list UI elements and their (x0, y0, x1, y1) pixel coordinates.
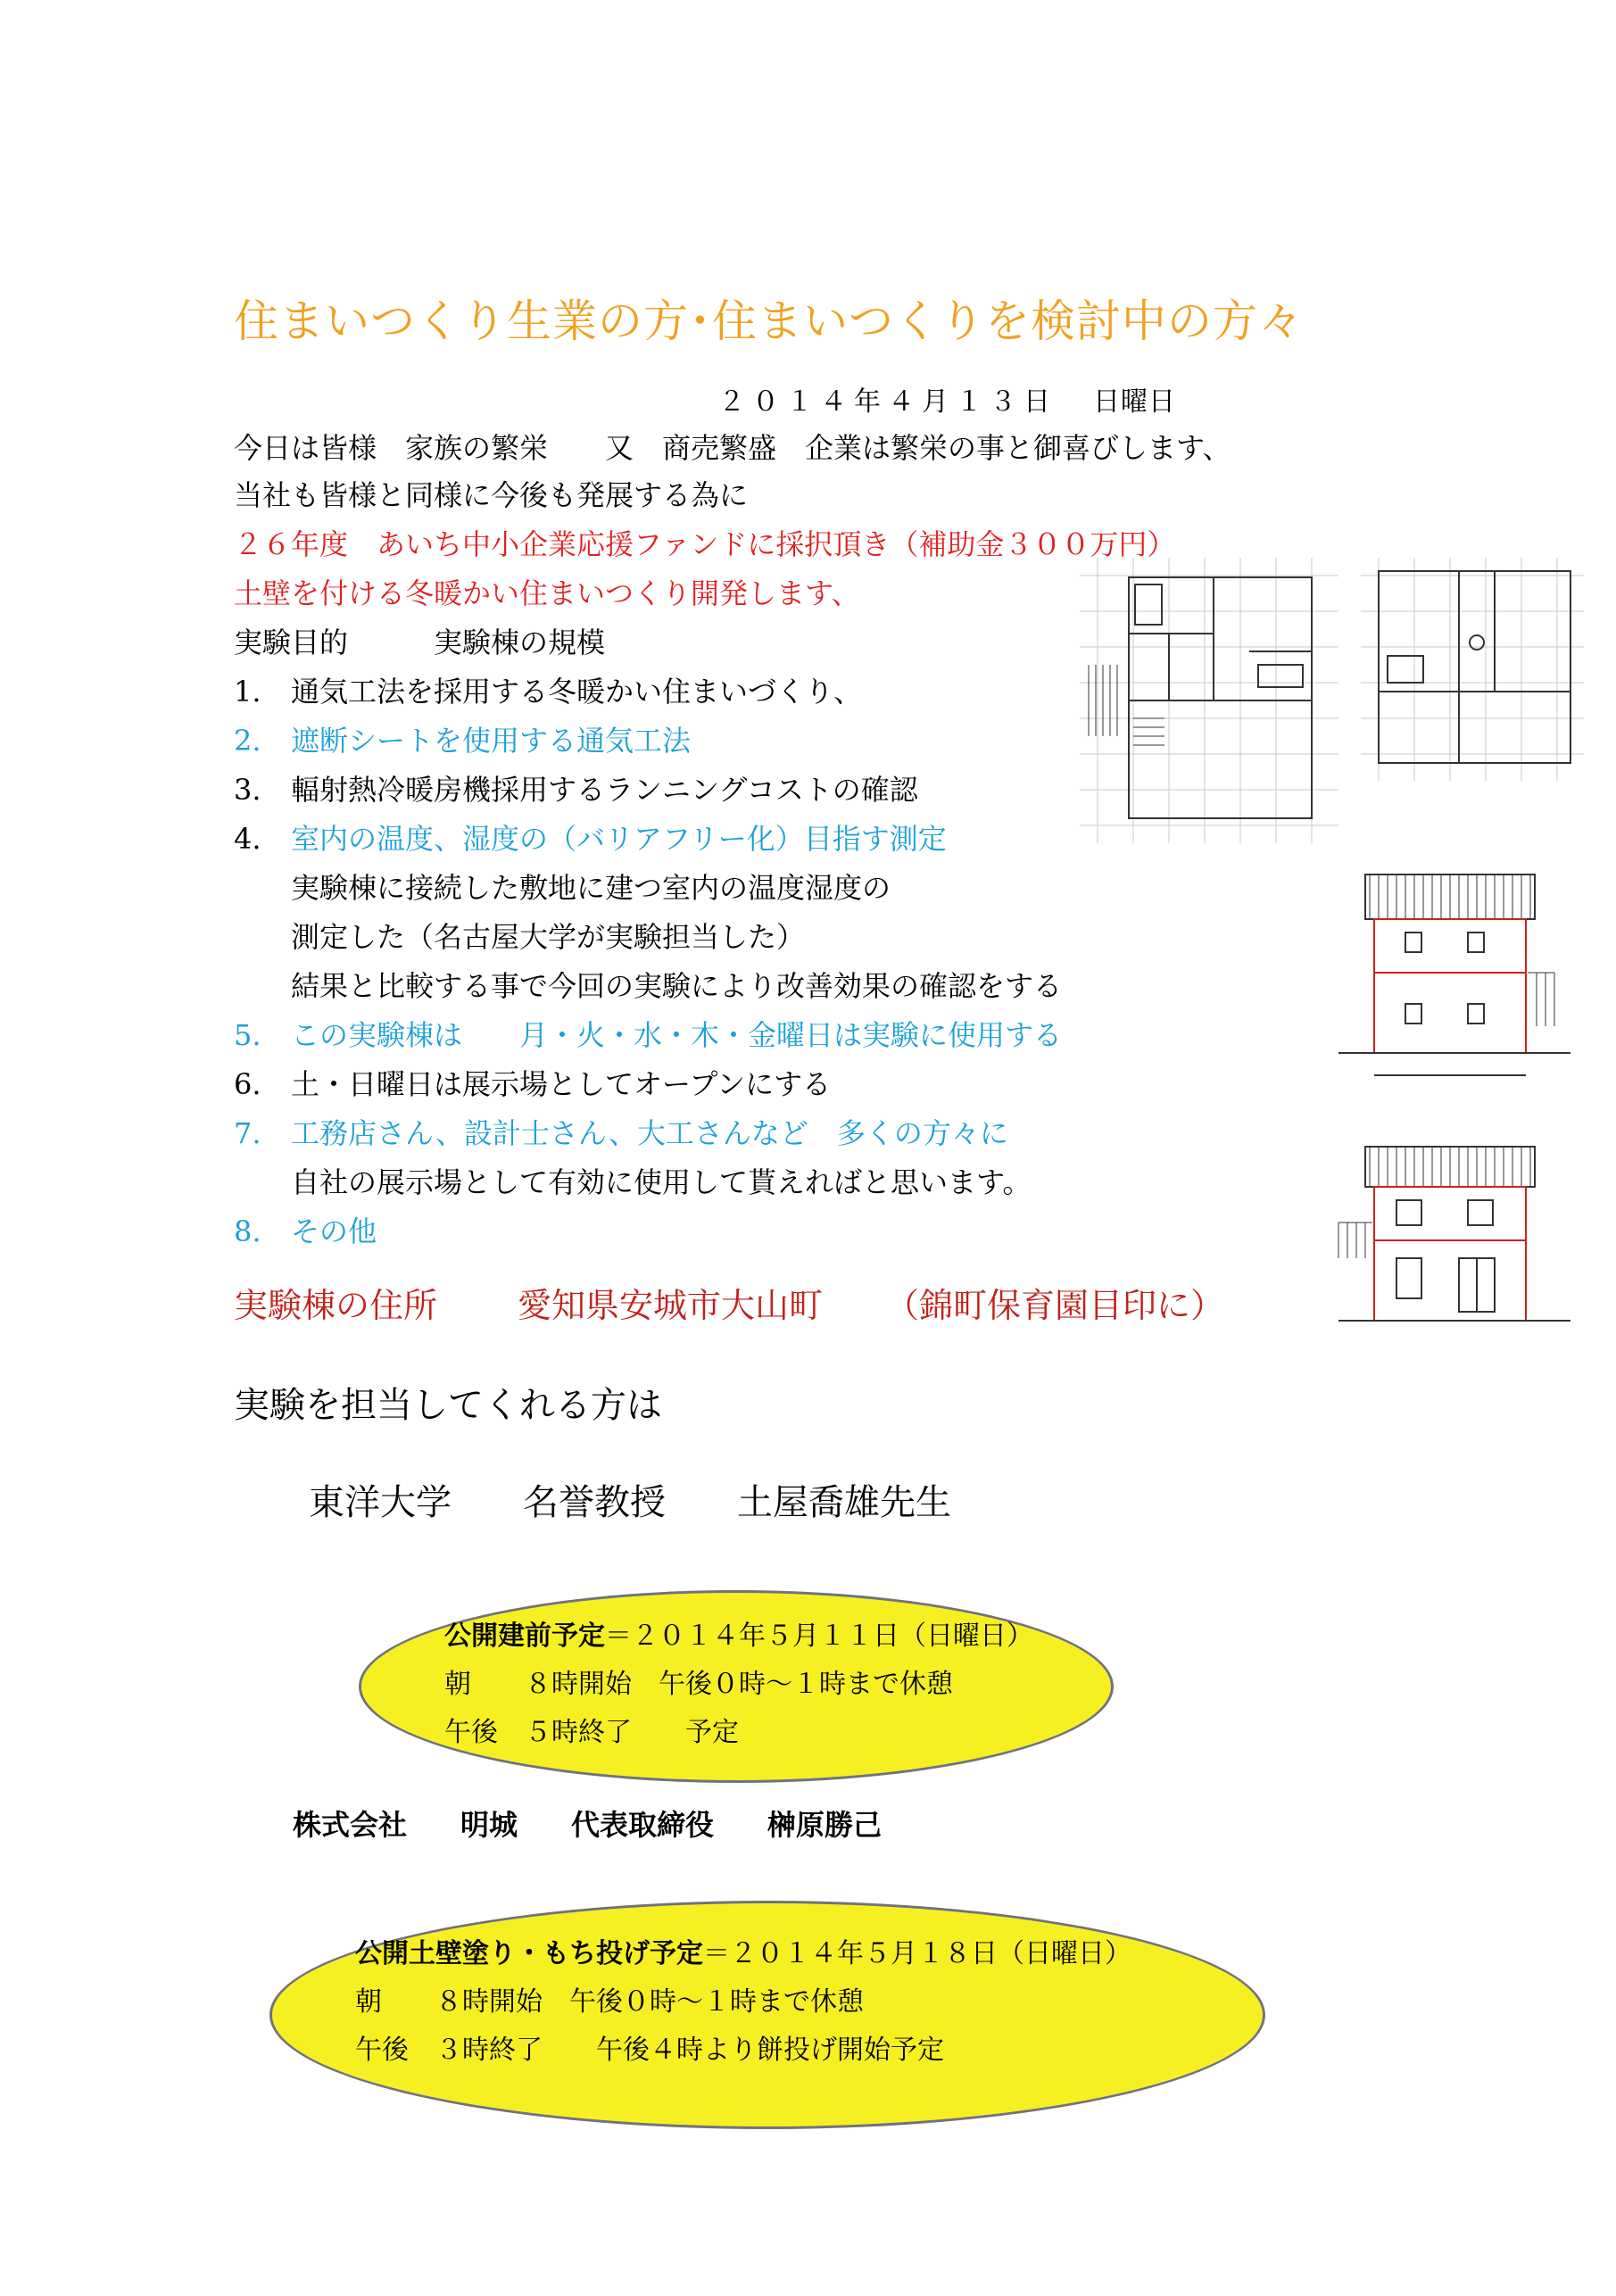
list-item-3: 3. 輻射熱冷暖房機採用するランニングコストの確認 (234, 773, 918, 807)
event2-line-2: 朝 ８時開始 午後０時～１時まで休憩 (355, 1986, 864, 2018)
item4-continuation-2: 測定した（名古屋大学が実験担当した） (291, 920, 806, 954)
event1-line-1: 公開建前予定＝２０１４年５月１１日（日曜日） (444, 1620, 1033, 1652)
list-item-7: 7. 工務店さん、設計士さん、大工さんなど 多くの方々に (234, 1116, 1008, 1150)
responsible-label: 実験を担当してくれる方は (234, 1385, 662, 1426)
intro-line-2: 当社も皆様と同様に今後も発展する為に (234, 478, 749, 512)
professor-university: 東洋大学 (309, 1482, 452, 1523)
professor-line (309, 1474, 1023, 1525)
list-item-6: 6. 土・日曜日は展示場としてオープンにする (234, 1067, 832, 1101)
professor-title: 名誉教授 (523, 1482, 666, 1523)
document-date (718, 379, 1176, 419)
intro-line-1: 今日は皆様 家族の繁栄 又 商売繁盛 企業は繁栄の事と御喜びします、 (234, 431, 1231, 465)
event2-line-3: 午後 ３時終了 午後４時より餅投げ開始予定 (355, 2035, 944, 2066)
event2-line-1: 公開土壁塗り・もち投げ予定＝２０１４年５月１８日（日曜日） (355, 1938, 1131, 1969)
list-item-5: 5. この実験棟は 月・火・水・木・金曜日は実験に使用する (234, 1018, 1063, 1052)
date-main: ２０１４年４月１３日 (718, 386, 1057, 418)
company-signature: 株式会社 明城 代表取締役 榊原勝己 (293, 1808, 883, 1842)
item4-continuation-3: 結果と比較する事で今回の実験により改善効果の確認をする (291, 969, 1063, 1003)
intro-line-4: 土壁を付ける冬暖かい住まいつくり開発します、 (234, 576, 860, 610)
list-item-8: 8. その他 (234, 1214, 377, 1248)
event1-heading: 公開建前予定 (444, 1620, 605, 1652)
event1-line-3: 午後 ５時終了 予定 (444, 1717, 739, 1748)
floor-plan-1f-drawing (1080, 558, 1338, 843)
date-weekday: 日曜日 (1093, 386, 1176, 418)
list-item-1: 1. 通気工法を採用する冬暖かい住まいづくり、 (234, 675, 863, 709)
event2-heading: 公開土壁塗り・もち投げ予定 (355, 1938, 703, 1969)
list-item-4: 4. 室内の温度、湿度の（バリアフリー化）目指す測定 (234, 822, 947, 856)
event1-line-2: 朝 ８時開始 午後０時～１時まで休憩 (444, 1669, 953, 1700)
item7-continuation: 自社の展示場として有効に使用して貰えればと思います。 (291, 1165, 1032, 1199)
elevation-drawing-2 (1321, 1115, 1588, 1356)
page-title: 住まいつくり生業の方･住まいつくりを検討中の方々 (234, 295, 1304, 347)
test-building-address: 実験棟の住所 愛知県安城市大山町 （錦町保育園目印に） (234, 1286, 1225, 1325)
elevation-drawing-1 (1321, 857, 1588, 1093)
item4-continuation-1: 実験棟に接続した敷地に建つ室内の温度湿度の (291, 871, 891, 905)
professor-name: 土屋喬雄先生 (737, 1482, 951, 1523)
intro-line-5: 実験目的 実験棟の規模 (234, 626, 606, 659)
intro-line-3: ２６年度 あいち中小企業応援ファンドに採択頂き（補助金３００万円） (234, 527, 1176, 561)
list-item-2: 2. 遮断シートを使用する通気工法 (234, 724, 692, 758)
floor-plan-2f-drawing (1361, 558, 1584, 781)
